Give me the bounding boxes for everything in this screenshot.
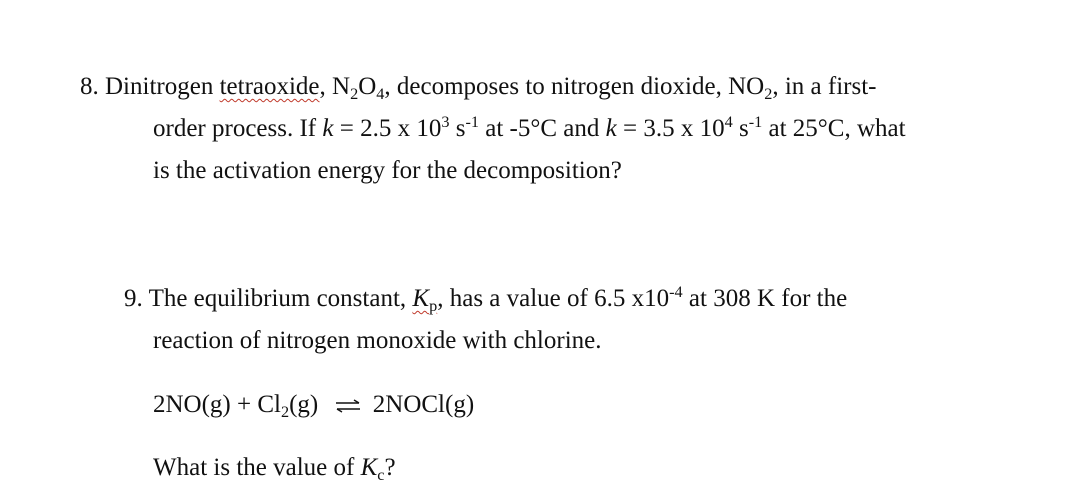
question-8-number: 8. xyxy=(80,73,99,100)
question-9-line-2: reaction of nitrogen monoxide with chlorine. xyxy=(153,327,602,354)
kp-symbol: $K_p$ xyxy=(412,285,438,315)
q8-text: Dinitrogen tetraoxide, $N_2O_4$, decomposes to nitrogen dioxide, $NO_2$, in a first- xyxy=(105,73,877,103)
spellcheck-underline: tetraoxide xyxy=(219,73,320,100)
question-8-line-1 xyxy=(80,73,877,103)
question-9-prompt: What is the value of $K_c$? xyxy=(153,454,396,484)
question-8-line-2: order process. If k = 2.5 x $10^3$ $s^{-1}$ at -5°C and k = 3.5 x $10^4$ $s^{-1}$ at 25°C, what xyxy=(153,113,906,142)
question-9-line-1: 9. The equilibrium constant, $K_p$, has a value of 6.5 $x10^{-4}$ at 308 K for the xyxy=(124,283,848,315)
equilibrium-equation: $2NO(g) + Cl_2(g)$ 2NOCl(g) xyxy=(153,391,475,421)
question-9-number: 9. xyxy=(124,285,143,312)
question-8-line-3: is the activation energy for the decomposition? xyxy=(153,157,622,184)
equilibrium-arrows-icon xyxy=(335,399,361,413)
